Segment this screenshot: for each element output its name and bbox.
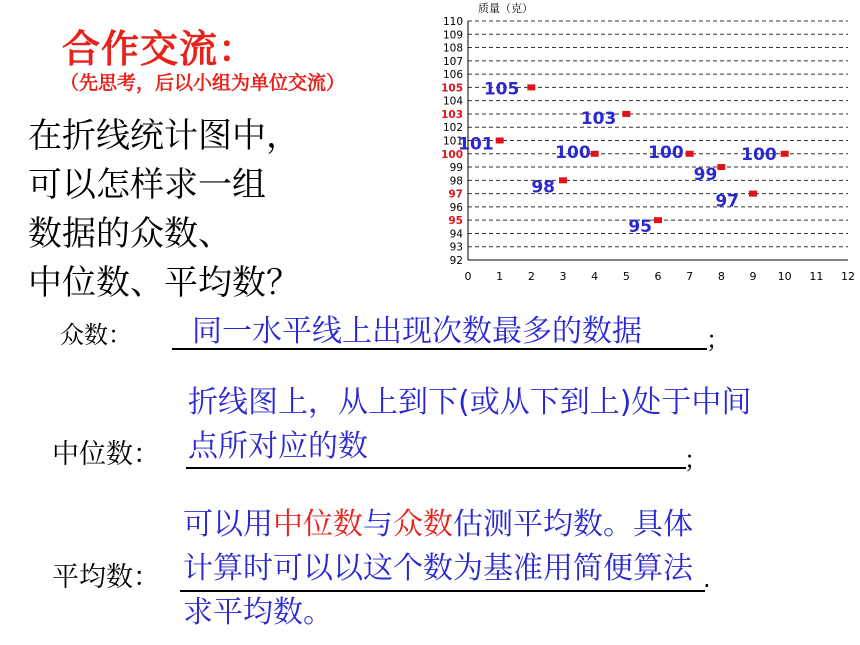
x-tick-label: 10 bbox=[777, 270, 792, 283]
data-point bbox=[496, 138, 504, 144]
y-tick-label: 103 bbox=[441, 108, 463, 121]
x-tick-label: 5 bbox=[622, 270, 630, 283]
mean-answer bbox=[183, 503, 773, 635]
data-point bbox=[527, 84, 535, 90]
data-labels bbox=[458, 79, 777, 237]
y-axis-label: 质量（克） bbox=[478, 2, 533, 15]
mean-suffix: . bbox=[703, 565, 711, 593]
x-tick-label: 3 bbox=[559, 270, 567, 283]
mean-answer-highlight: 中位数 bbox=[273, 507, 363, 542]
mode-answer: 同一水平线上出现次数最多的数据 bbox=[192, 314, 642, 349]
x-tick-label: 11 bbox=[809, 270, 824, 283]
y-tick-label: 93 bbox=[449, 241, 463, 254]
question-line: 在折线统计图中， bbox=[28, 116, 300, 156]
x-tick-label: 4 bbox=[591, 270, 599, 283]
mode-label: 众数： bbox=[60, 321, 132, 349]
page-subtitle: （先思考，后以小组为单位交流） bbox=[60, 72, 346, 94]
data-label: 103 bbox=[580, 108, 617, 129]
data-point bbox=[686, 151, 694, 157]
median-label: 中位数： bbox=[52, 439, 160, 470]
x-tick-label: 8 bbox=[717, 270, 725, 283]
y-tick-label: 102 bbox=[442, 122, 463, 135]
x-tick-label: 1 bbox=[496, 270, 504, 283]
data-label: 95 bbox=[628, 217, 652, 238]
x-tick-label: 6 bbox=[654, 270, 662, 283]
data-label: 98 bbox=[531, 177, 555, 198]
mean-blank-line bbox=[180, 590, 705, 592]
data-point bbox=[559, 177, 567, 183]
x-tick-label: 12 bbox=[841, 270, 855, 283]
data-label: 105 bbox=[483, 79, 520, 100]
y-tick-label: 106 bbox=[442, 69, 463, 82]
data-point bbox=[591, 151, 599, 157]
y-tick-label: 108 bbox=[442, 42, 463, 55]
data-label: 100 bbox=[555, 142, 591, 163]
median-blank-line bbox=[186, 467, 686, 469]
question-text bbox=[28, 112, 358, 308]
y-tick-label: 98 bbox=[449, 175, 463, 188]
y-tick-label: 110 bbox=[442, 16, 463, 28]
weight-scatter-chart bbox=[420, 0, 860, 290]
x-tick-label: 9 bbox=[749, 270, 757, 283]
x-tick-label: 2 bbox=[527, 270, 535, 283]
y-tick-label: 99 bbox=[449, 162, 463, 175]
y-tick-label: 109 bbox=[442, 29, 463, 42]
y-tick-label: 107 bbox=[442, 55, 463, 68]
y-tick-label: 95 bbox=[448, 215, 463, 228]
data-point bbox=[717, 164, 725, 170]
y-tick-label: 97 bbox=[448, 188, 463, 201]
median-suffix: ； bbox=[684, 446, 708, 474]
data-label: 100 bbox=[648, 142, 684, 163]
y-tick-label: 94 bbox=[449, 228, 463, 241]
question-line: 可以怎样求一组 bbox=[28, 165, 266, 205]
x-tick-label: 7 bbox=[686, 270, 694, 283]
median-answer-line: 折线图上，从上到下(或从下到上)处于中间 bbox=[188, 385, 752, 420]
x-tick-label: 0 bbox=[464, 270, 472, 283]
median-answer-line: 点所对应的数 bbox=[188, 429, 368, 464]
mean-answer-line: 求平均数。 bbox=[183, 595, 333, 630]
x-tick-labels bbox=[465, 270, 856, 283]
y-tick-label: 92 bbox=[449, 255, 463, 267]
data-label: 100 bbox=[741, 144, 777, 165]
y-tick-label: 101 bbox=[442, 135, 463, 148]
y-tick-label: 100 bbox=[441, 148, 463, 161]
data-point bbox=[654, 217, 662, 223]
y-tick-label: 104 bbox=[442, 95, 463, 108]
data-label: 97 bbox=[715, 191, 739, 212]
data-point bbox=[622, 111, 630, 117]
y-tick-label: 105 bbox=[441, 82, 463, 95]
mean-answer-text: 可以用 bbox=[183, 507, 273, 542]
mean-label: 平均数： bbox=[52, 562, 160, 593]
mean-answer-highlight: 众数 bbox=[393, 507, 453, 542]
mean-answer-line: 计算时可以以这个数为基准用简便算法 bbox=[183, 551, 693, 586]
data-label: 101 bbox=[458, 134, 494, 155]
data-label: 99 bbox=[693, 165, 718, 186]
question-line: 中位数、平均数？ bbox=[28, 263, 300, 303]
median-answer bbox=[188, 381, 828, 469]
question-line: 数据的众数、 bbox=[28, 214, 232, 254]
mean-answer-line bbox=[183, 503, 773, 547]
data-point bbox=[781, 151, 789, 157]
data-point bbox=[749, 191, 757, 197]
y-tick-label: 96 bbox=[449, 201, 463, 214]
chart-grid bbox=[468, 21, 848, 247]
page-title: 合作交流： bbox=[62, 27, 258, 71]
mode-suffix: ； bbox=[706, 326, 730, 354]
mode-blank-line bbox=[172, 348, 707, 350]
mean-answer-text: 与 bbox=[363, 507, 393, 542]
mean-answer-text: 估测平均数。具体 bbox=[453, 507, 693, 542]
